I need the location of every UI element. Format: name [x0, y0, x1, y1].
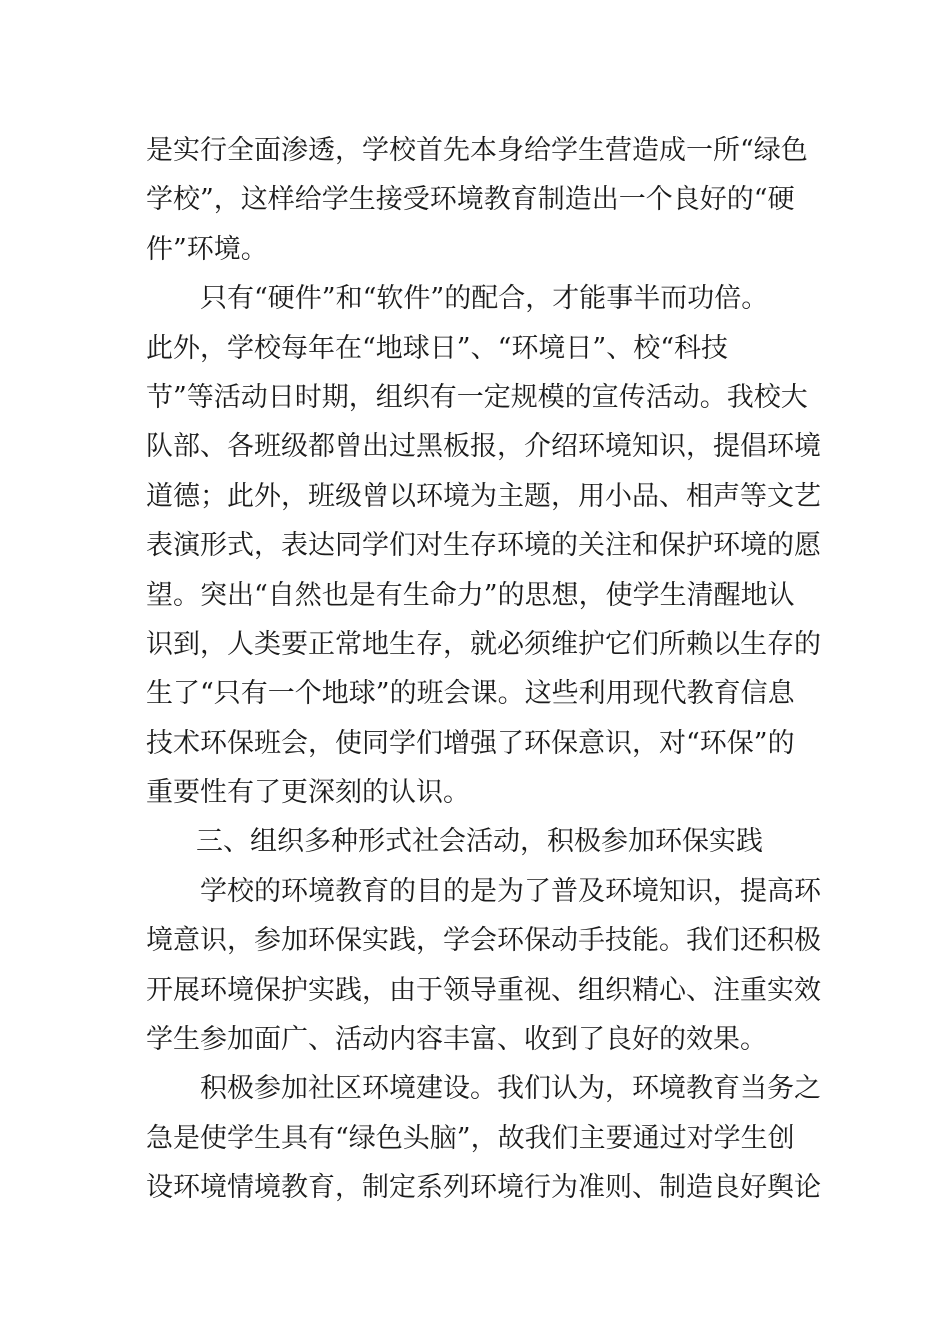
paragraph-first-line: 积极参加社区环境建设。我们认为，环境教育当务之 [200, 1073, 821, 1105]
text-line: 境意识，参加环保实践，学会环保动手技能。我们还积极 [146, 925, 821, 957]
text-line: 望。突出“自然也是有生命力”的思想，使学生清醒地认 [146, 579, 795, 611]
body-text [146, 126, 826, 1213]
text-line: 此外，学校每年在“地球日”、“环境日”、校“科技 [146, 332, 729, 364]
section-heading: 三、组织多种形式社会活动，积极参加环保实践 [196, 826, 763, 858]
text-line: 节”等活动日时期，组织有一定规模的宣传活动。我校大 [146, 381, 808, 413]
text-line: 学生参加面广、活动内容丰富、收到了良好的效果。 [146, 1024, 767, 1056]
text-line: 识到，人类要正常地生存，就必须维护它们所赖以生存的 [146, 628, 821, 660]
text-line: 是实行全面渗透，学校首先本身给学生营造成一所“绿色 [146, 135, 808, 166]
paragraph-first-line: 学校的环境教育的目的是为了普及环境知识，提高环 [200, 875, 821, 907]
text-line: 生了“只有一个地球”的班会课。这些利用现代教育信息 [146, 678, 795, 710]
text-line: 学校”，这样给学生接受环境教育制造出一个良好的“硬 [146, 184, 795, 216]
text-line: 技术环保班会，使同学们增强了环保意识，对“环保”的 [146, 727, 795, 759]
text-line: 表演形式，表达同学们对生存环境的关注和保护环境的愿 [146, 530, 821, 562]
text-line: 开展环境保护实践，由于领导重视、组织精心、注重实效 [146, 974, 821, 1006]
text-line: 队部、各班级都曾出过黑板报，介绍环境知识，提倡环境 [146, 431, 821, 463]
text-line: 急是使学生具有“绿色头脑”，故我们主要通过对学生创 [146, 1122, 795, 1154]
text-line: 重要性有了更深刻的认识。 [146, 777, 470, 809]
paragraph-first-line: 只有“硬件”和“软件”的配合，才能事半而功倍。 [200, 283, 769, 315]
text-line: 道德；此外，班级曾以环境为主题，用小品、相声等文艺 [146, 480, 821, 512]
text-line: 设环境情境教育，制定系列环境行为准则、制造良好舆论 [146, 1172, 821, 1204]
text-line: 件”环境。 [146, 233, 268, 265]
